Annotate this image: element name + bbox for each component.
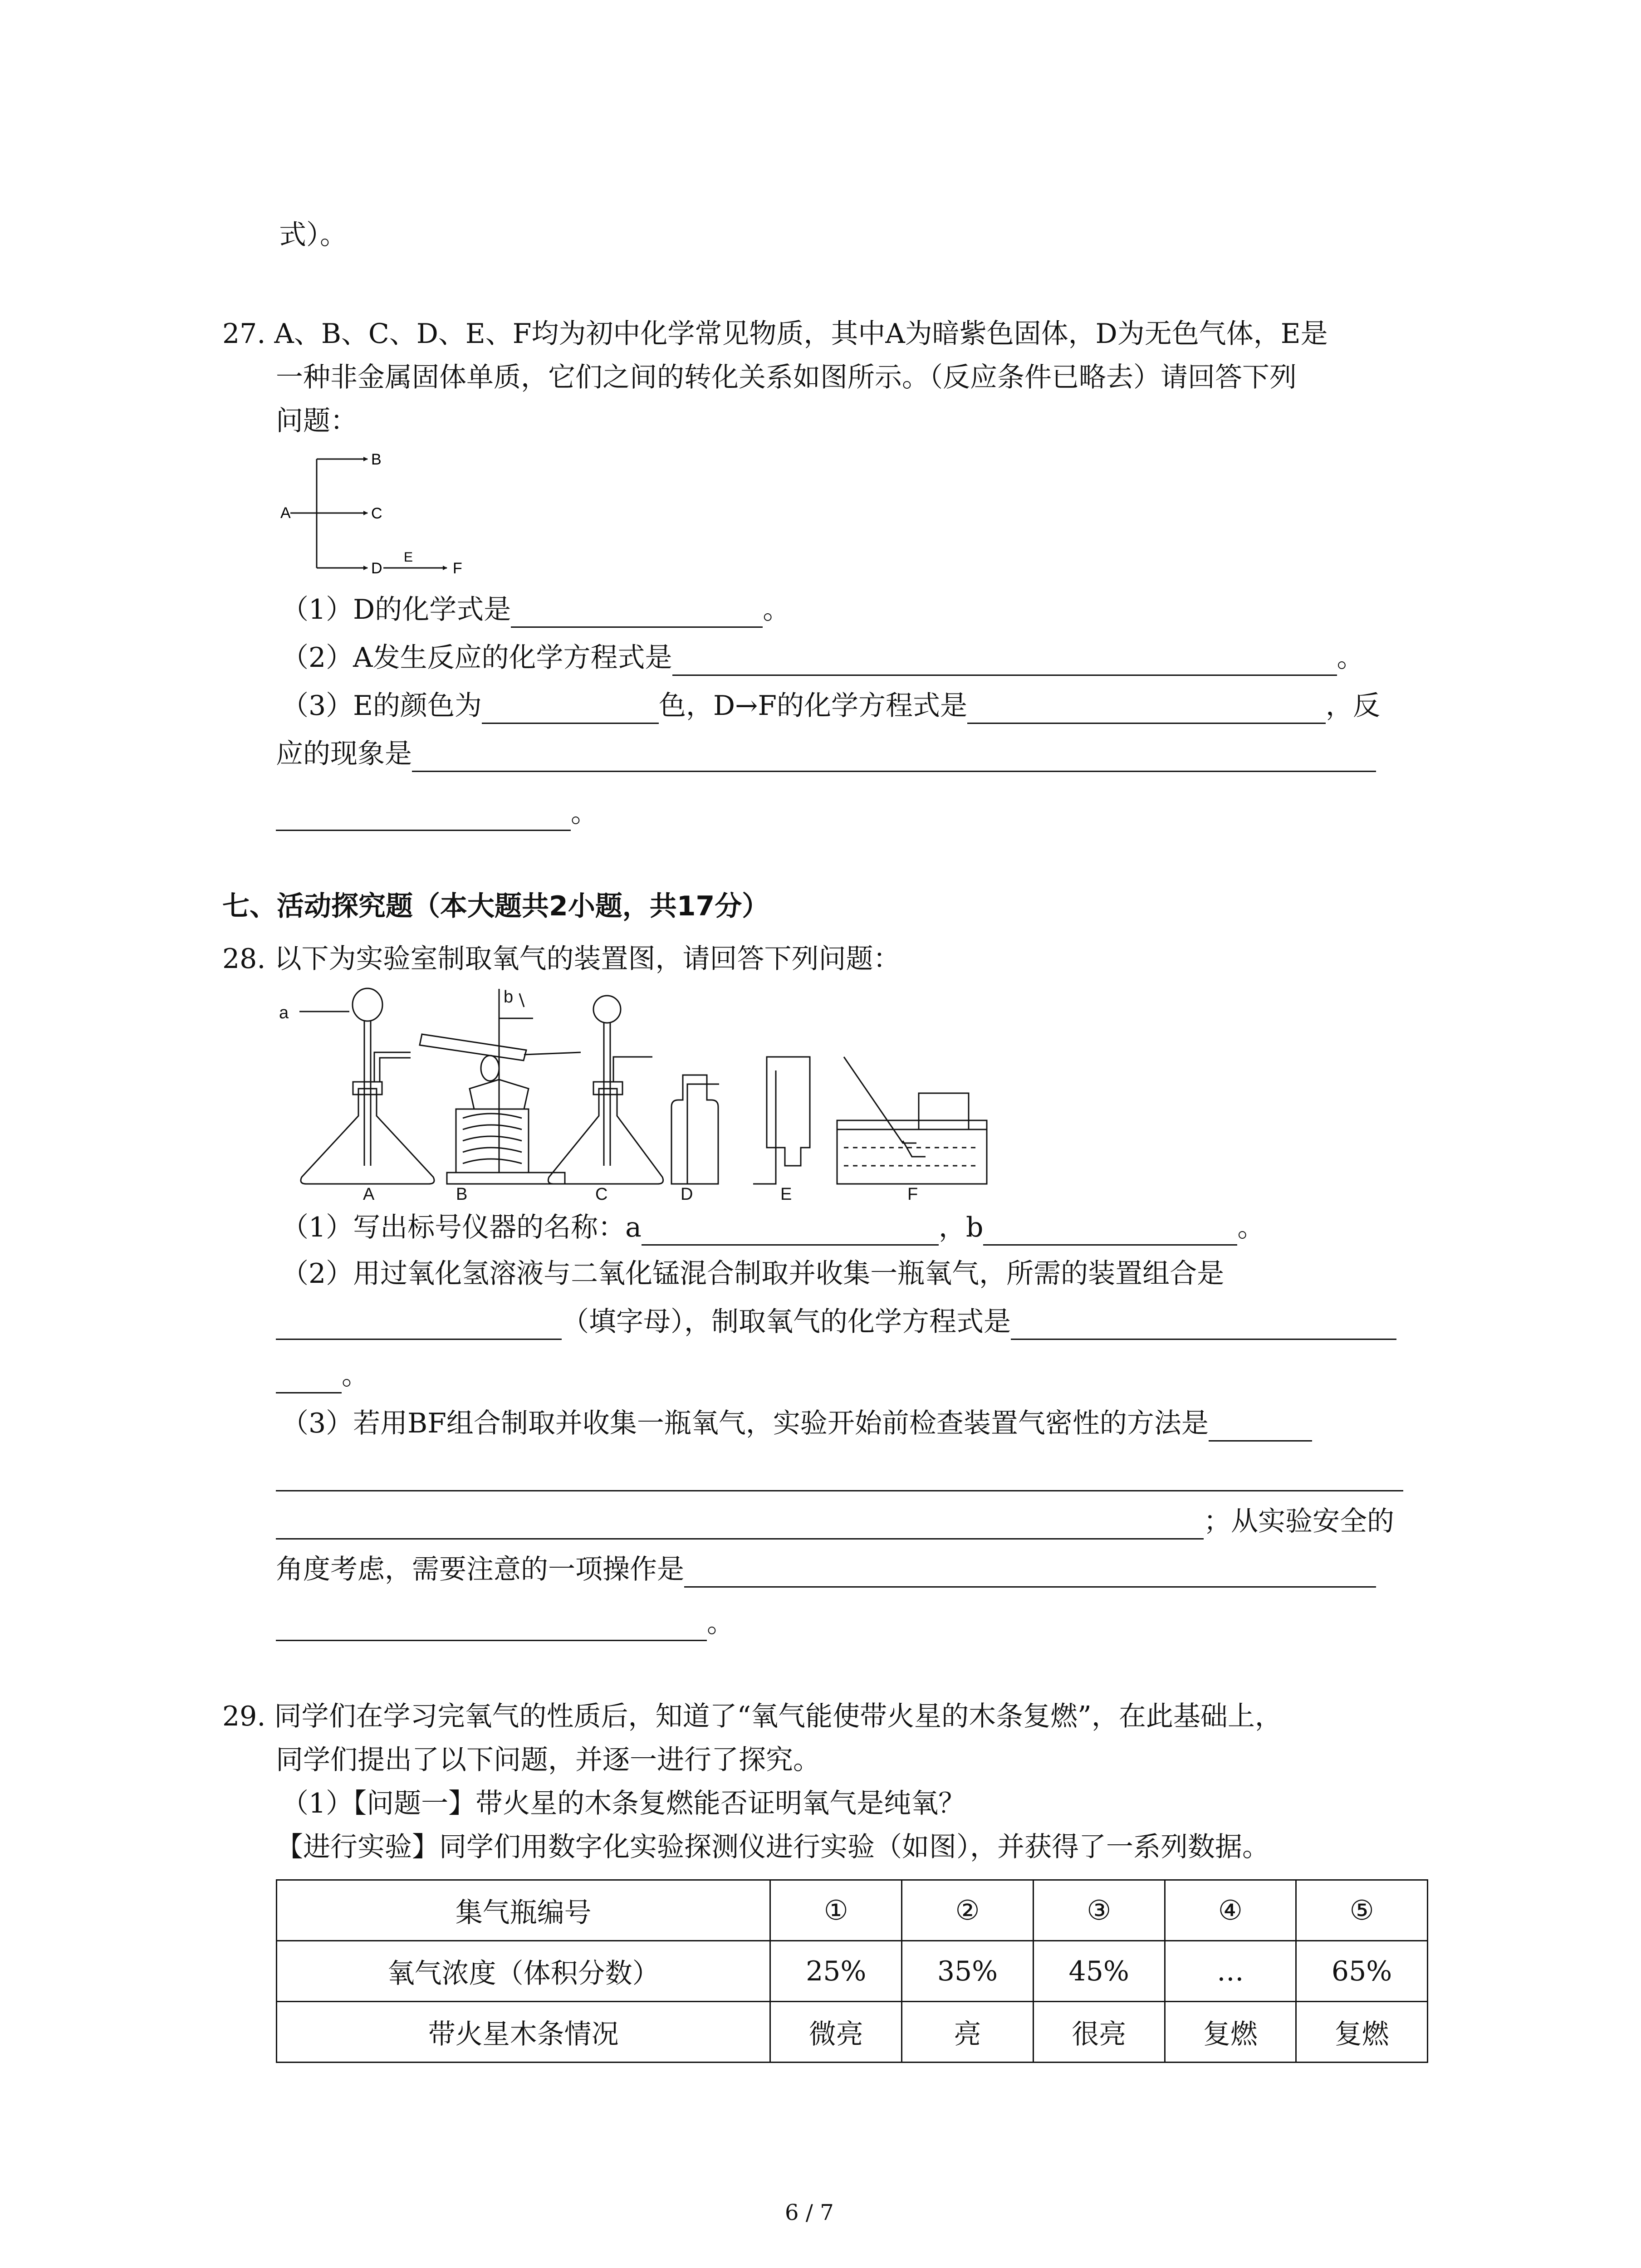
q28-sub3-blank-method-cont2[interactable] <box>276 1510 1204 1540</box>
q27-sub3-blank-equation[interactable] <box>967 694 1326 724</box>
q28-sub2-line3 <box>276 1357 369 1393</box>
apparatus-f <box>837 1057 987 1184</box>
apparatus-b <box>420 989 581 1184</box>
q27-sub3-prompt: （3）E的颜色为 <box>281 690 482 722</box>
q27-line1: 27. A、B、C、D、E、F均为初中化学常见物质，其中A为暗紫色固体，D为无色气体，E是 <box>222 318 1328 350</box>
diagram-label-b: B <box>371 451 382 468</box>
q26-tail: 式）。 <box>279 219 347 251</box>
table-cell: 35% <box>902 1941 1034 2002</box>
q27-sub3 <box>281 688 1380 724</box>
q27-sub1 <box>281 591 790 628</box>
q27-sub1-blank[interactable] <box>511 598 763 628</box>
q27-line3: 问题： <box>276 405 358 437</box>
page-number: 6 / 7 <box>785 2200 834 2225</box>
table-row <box>277 1941 1428 2002</box>
label-A: A <box>363 1185 375 1202</box>
q28-sub3-prompt: （3）若用BF组合制取并收集一瓶氧气，实验开始前检查装置气密性的方法是 <box>281 1408 1209 1439</box>
table-cell: 复燃 <box>1296 2002 1428 2063</box>
q27-sub3-blank-color[interactable] <box>482 694 659 724</box>
q28-sub1 <box>281 1209 1264 1246</box>
q28-sub3-blank-method[interactable] <box>1209 1412 1312 1442</box>
table-row <box>277 2002 1428 2063</box>
q28-sub3-end: 。 <box>707 1607 734 1639</box>
apparatus-a <box>299 988 434 1184</box>
q28-sub3-line3 <box>276 1503 1394 1540</box>
q28-sub2-blank-equation-cont[interactable] <box>276 1364 342 1393</box>
q28-sub2-line1: （2）用过氧化氢溶液与二氧化锰混合制取并收集一瓶氧气，所需的装置组合是 <box>281 1258 1225 1290</box>
label-F: F <box>907 1185 918 1202</box>
table-header-cell: ① <box>770 1880 902 1941</box>
q28-sub3-mid: ；从实验安全的 <box>1204 1505 1394 1537</box>
table-cell: 氧气浓度（体积分数） <box>277 1941 770 2002</box>
q27-sub3-tail: ，反 <box>1326 690 1380 722</box>
apparatus-c <box>548 996 663 1184</box>
table-header-cell: ③ <box>1033 1880 1165 1941</box>
section-heading: 七、活动探究题（本大题共2小题，共17分） <box>222 890 769 922</box>
table-cell: 25% <box>770 1941 902 2002</box>
q28-sub1-mid: ，b <box>938 1212 984 1243</box>
q28-sub2-mid: （填字母），制取氧气的化学方程式是 <box>562 1306 1011 1338</box>
label-b: b <box>504 987 514 1007</box>
q27-line2: 一种非金属固体单质，它们之间的转化关系如图所示。（反应条件已略去）请回答下列 <box>276 362 1297 393</box>
apparatus-d <box>671 1075 719 1184</box>
q28-sub2-line2 <box>276 1304 1396 1340</box>
label-C: C <box>595 1185 608 1202</box>
table-cell: 45% <box>1033 1941 1165 2002</box>
q28-sub3-blank-safety[interactable] <box>684 1558 1376 1588</box>
diagram-label-d: D <box>371 560 382 577</box>
q27-sub3-blank-phenomenon-cont[interactable] <box>276 802 571 831</box>
table-header-row <box>277 1880 1428 1941</box>
q28-sub3-line1 <box>281 1405 1312 1442</box>
table-cell: 亮 <box>902 2002 1034 2063</box>
q27-sub2-blank[interactable] <box>672 646 1337 676</box>
q27-sub3-line2 <box>276 736 1376 772</box>
q28-sub2-blank-devices[interactable] <box>276 1310 562 1340</box>
table-cell: 复燃 <box>1165 2002 1296 2063</box>
q28-sub3-blank-safety-cont[interactable] <box>276 1612 707 1641</box>
q27-sub1-prompt: （1）D的化学式是 <box>281 594 511 626</box>
table-cell: 65% <box>1296 1941 1428 2002</box>
label-a: a <box>279 1003 289 1022</box>
table-header-cell: ② <box>902 1880 1034 1941</box>
q27-sub3-mid: 色，D→F的化学方程式是 <box>658 690 967 722</box>
diagram-label-e: E <box>404 550 413 565</box>
label-B: B <box>456 1185 468 1202</box>
q28-sub1-blank-b[interactable] <box>983 1216 1237 1246</box>
q28-sub1-prompt: （1）写出标号仪器的名称：a <box>281 1212 642 1243</box>
label-E: E <box>780 1185 792 1202</box>
table-cell: 微亮 <box>770 2002 902 2063</box>
q28-sub3-blank-method-cont[interactable] <box>276 1462 1403 1491</box>
diagram-label-a: A <box>280 504 291 522</box>
table-header-cell: ⑤ <box>1296 1880 1428 1941</box>
apparatus-e <box>753 1057 810 1184</box>
q28-sub1-end: 。 <box>1237 1212 1265 1243</box>
q27-conversion-diagram <box>272 445 490 581</box>
table-header-cell: 集气瓶编号 <box>277 1880 770 1941</box>
q28-sub3-safety-prompt: 角度考虑，需要注意的一项操作是 <box>276 1554 684 1585</box>
label-D: D <box>681 1185 693 1202</box>
q28-stem: 28. 以下为实验室制取氧气的装置图，请回答下列问题： <box>222 943 901 975</box>
data-table <box>276 1879 1428 2063</box>
table-cell: 带火星木条情况 <box>277 2002 770 2063</box>
q29-line1: 29. 同学们在学习完氧气的性质后，知道了“氧气能使带火星的木条复燃”，在此基础上， <box>222 1701 1282 1732</box>
q28-sub3-line4 <box>276 1551 1376 1588</box>
q28-sub2-blank-equation[interactable] <box>1011 1310 1396 1340</box>
q27-sub3-phenomenon-prompt: 应的现象是 <box>276 738 412 770</box>
q29-experiment: 【进行实验】同学们用数字化实验探测仪进行实验（如图），并获得了一系列数据。 <box>276 1831 1269 1863</box>
q28-apparatus-figure <box>272 984 1288 1202</box>
q27-sub3-line3 <box>276 795 598 831</box>
q28-sub2-end: 。 <box>342 1359 369 1391</box>
q29-question1: （1）【问题一】带火星的木条复燃能否证明氧气是纯氧？ <box>281 1788 966 1819</box>
q27-sub2-end: 。 <box>1337 642 1364 674</box>
table-cell: … <box>1165 1941 1296 2002</box>
diagram-label-c: C <box>371 505 382 522</box>
q27-sub1-end: 。 <box>763 594 790 626</box>
q28-sub1-blank-a[interactable] <box>642 1216 939 1246</box>
q28-sub3-line2 <box>276 1455 1403 1491</box>
q27-sub3-end: 。 <box>571 797 598 829</box>
table-cell: 很亮 <box>1033 2002 1165 2063</box>
q27-sub2 <box>281 640 1364 676</box>
q27-sub3-blank-phenomenon[interactable] <box>412 743 1376 772</box>
q27-sub2-prompt: （2）A发生反应的化学方程式是 <box>281 642 672 674</box>
q28-sub3-line5 <box>276 1605 734 1641</box>
table-header-cell: ④ <box>1165 1880 1296 1941</box>
diagram-label-f: F <box>453 560 462 577</box>
q29-line2: 同学们提出了以下问题，并逐一进行了探究。 <box>276 1744 820 1776</box>
